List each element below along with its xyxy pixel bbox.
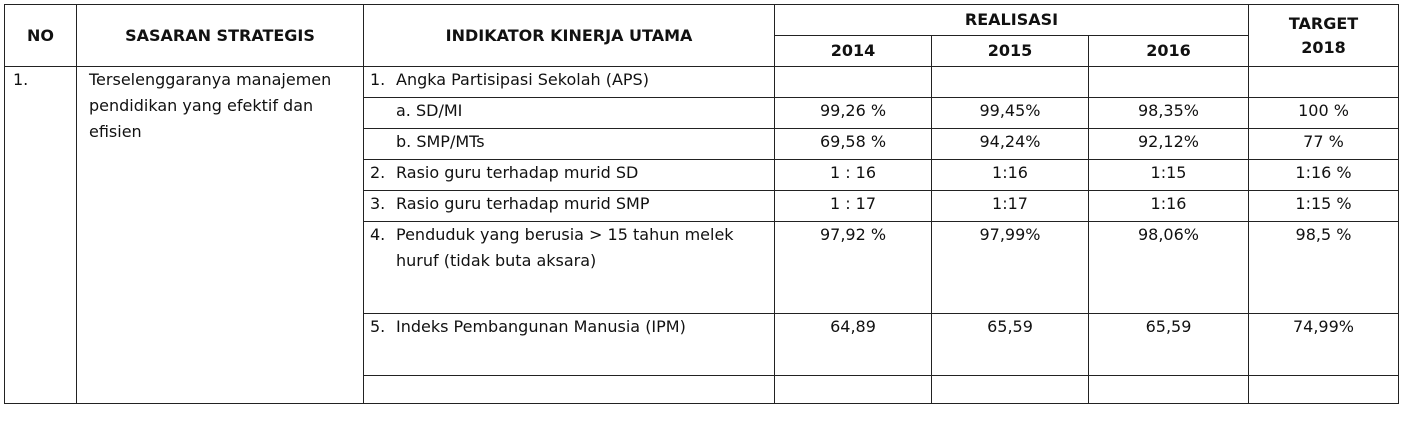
indicator-number: 2. xyxy=(370,163,386,182)
value-2014: 99,26 % xyxy=(775,98,932,129)
value-2014: 1 : 17 xyxy=(775,191,932,222)
value-2016: 1:15 xyxy=(1089,160,1249,191)
value-2015: 99,45% xyxy=(932,98,1089,129)
value-2016: 98,06% xyxy=(1089,222,1249,314)
col-header-no: NO xyxy=(5,5,77,67)
target-line1: TARGET xyxy=(1288,13,1359,33)
col-header-indikator: INDIKATOR KINERJA UTAMA xyxy=(364,5,775,67)
col-header-2015: 2015 xyxy=(932,36,1089,67)
header-row-1 xyxy=(5,5,1399,36)
value-2014: 97,92 % xyxy=(775,222,932,314)
indicator-number: 5. xyxy=(370,317,386,336)
value-2016: 98,35% xyxy=(1089,98,1249,129)
value-target: 98,5 % xyxy=(1249,222,1399,314)
empty-cell xyxy=(1249,376,1399,404)
value-2015: 1:17 xyxy=(932,191,1089,222)
indicator-cell xyxy=(364,222,775,314)
value-target xyxy=(1249,67,1399,98)
row-no: 1. xyxy=(5,67,77,404)
value-2014 xyxy=(775,67,932,98)
indicator-number: 3. xyxy=(370,194,386,213)
indicator-label: Penduduk yang berusia > 15 tahun melek huruf (tidak buta aksara) xyxy=(396,225,734,270)
indicator-label: a. SD/MI xyxy=(364,98,775,129)
value-2014: 1 : 16 xyxy=(775,160,932,191)
value-2014: 69,58 % xyxy=(775,129,932,160)
indicator-label: Indeks Pembangunan Manusia (IPM) xyxy=(396,317,686,336)
indicator-label: Rasio guru terhadap murid SMP xyxy=(396,194,650,213)
col-header-sasaran: SASARAN STRATEGIS xyxy=(77,5,364,67)
value-2015: 94,24% xyxy=(932,129,1089,160)
empty-cell xyxy=(775,376,932,404)
value-target: 77 % xyxy=(1249,129,1399,160)
value-2016 xyxy=(1089,67,1249,98)
value-2016: 1:16 xyxy=(1089,191,1249,222)
value-2015 xyxy=(932,67,1089,98)
target-line2: 2018 xyxy=(1301,37,1346,57)
value-2016: 92,12% xyxy=(1089,129,1249,160)
indicator-number: 4. xyxy=(370,225,386,244)
value-2016: 65,59 xyxy=(1089,314,1249,376)
empty-cell xyxy=(932,376,1089,404)
indicator-cell xyxy=(364,191,775,222)
indicator-label: b. SMP/MTs xyxy=(364,129,775,160)
indicator-number: 1. xyxy=(370,70,386,89)
indicator-label: Angka Partisipasi Sekolah (APS) xyxy=(396,70,649,89)
empty-cell xyxy=(1089,376,1249,404)
col-header-realisasi: REALISASI xyxy=(775,5,1249,36)
value-target: 1:16 % xyxy=(1249,160,1399,191)
value-target: 1:15 % xyxy=(1249,191,1399,222)
row-sasaran: Terselenggaranya manajemen pendidikan yang efektif dan efisien xyxy=(77,67,364,404)
col-header-target xyxy=(1249,5,1399,67)
value-2015: 97,99% xyxy=(932,222,1089,314)
value-target: 100 % xyxy=(1249,98,1399,129)
col-header-2016: 2016 xyxy=(1089,36,1249,67)
value-2015: 1:16 xyxy=(932,160,1089,191)
empty-cell xyxy=(364,376,775,404)
value-2015: 65,59 xyxy=(932,314,1089,376)
indicator-label: Rasio guru terhadap murid SD xyxy=(396,163,639,182)
performance-table xyxy=(4,4,1399,404)
table-row xyxy=(5,67,1399,98)
col-header-2014: 2014 xyxy=(775,36,932,67)
indicator-cell xyxy=(364,314,775,376)
value-target: 74,99% xyxy=(1249,314,1399,376)
value-2014: 64,89 xyxy=(775,314,932,376)
indicator-cell xyxy=(364,67,775,98)
indicator-cell xyxy=(364,160,775,191)
